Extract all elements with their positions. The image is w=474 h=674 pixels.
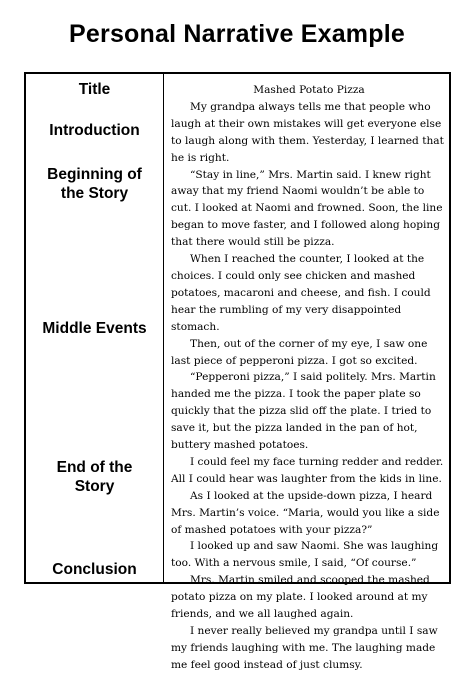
story-paragraph: “Stay in line,” Mrs. Martin said. I knew right away that my friend Naomi wouldn’t be able to cut. I looked at Naomi and frowned. Soon, the line began to move faster, and I followed along hoping that there would still be pizza. xyxy=(171,168,443,249)
narrative-table xyxy=(24,72,451,671)
story-paragraph: My grandpa always tells me that people who laugh at their own mistakes will get everyone else to laugh along with them. Yesterday, I learned that he is right. xyxy=(171,100,444,164)
label-middle-events: Middle Events xyxy=(42,320,147,337)
story-paragraph: When I reached the counter, I looked at the choices. I could only see chicken and mashed potatoes, macaroni and cheese, and fish. I could hear the rumbling of my very disappointed stomach. xyxy=(171,253,431,333)
label-conclusion: Conclusion xyxy=(52,561,137,578)
label-beginning xyxy=(26,165,163,203)
column-divider xyxy=(163,74,164,582)
page-title: Personal Narrative Example xyxy=(69,20,405,48)
story-paragraph: “Pepperoni pizza,” I said politely. Mrs. Martin handed me the pizza. I took the paper plate so quickly that the pizza slid off the plate. I tried to save it, but the pizza landed in the pan of hot, buttery mashed potatoes. xyxy=(171,371,436,452)
story-paragraph: I never really believed my grandpa until I saw my friends laughing with me. The laughing made me feel good instead of just clumsy. xyxy=(171,625,438,671)
label-introduction: Introduction xyxy=(49,122,140,139)
label-end-line-1: End of the xyxy=(56,459,133,476)
label-beginning-line-1: Beginning of xyxy=(47,166,142,183)
label-end-line-2: Story xyxy=(74,478,115,495)
story-paragraph: Mrs. Martin smiled and scooped the mashed potato pizza on my plate. I looked around at my friends, and we all laughed again. xyxy=(171,574,430,621)
story-title: Mashed Potato Pizza xyxy=(253,84,365,96)
label-end xyxy=(26,458,163,496)
label-title: Title xyxy=(78,81,111,98)
story-paragraph: Then, out of the corner of my eye, I saw one last piece of pepperoni pizza. I got so excited. xyxy=(171,337,428,367)
story-text xyxy=(171,82,447,674)
story-paragraph: As I looked at the upside-down pizza, I heard Mrs. Martin’s voice. “Maria, would you like a side of mashed potatoes with your pizza?” xyxy=(171,489,440,536)
story-paragraph: I looked up and saw Naomi. She was laughing too. With a nervous smile, I said, “Of course.” xyxy=(171,540,439,570)
story-paragraph: I could feel my face turning redder and redder. All I could hear was laughter from the kids in line. xyxy=(171,455,444,485)
label-beginning-line-2: the Story xyxy=(60,185,129,202)
